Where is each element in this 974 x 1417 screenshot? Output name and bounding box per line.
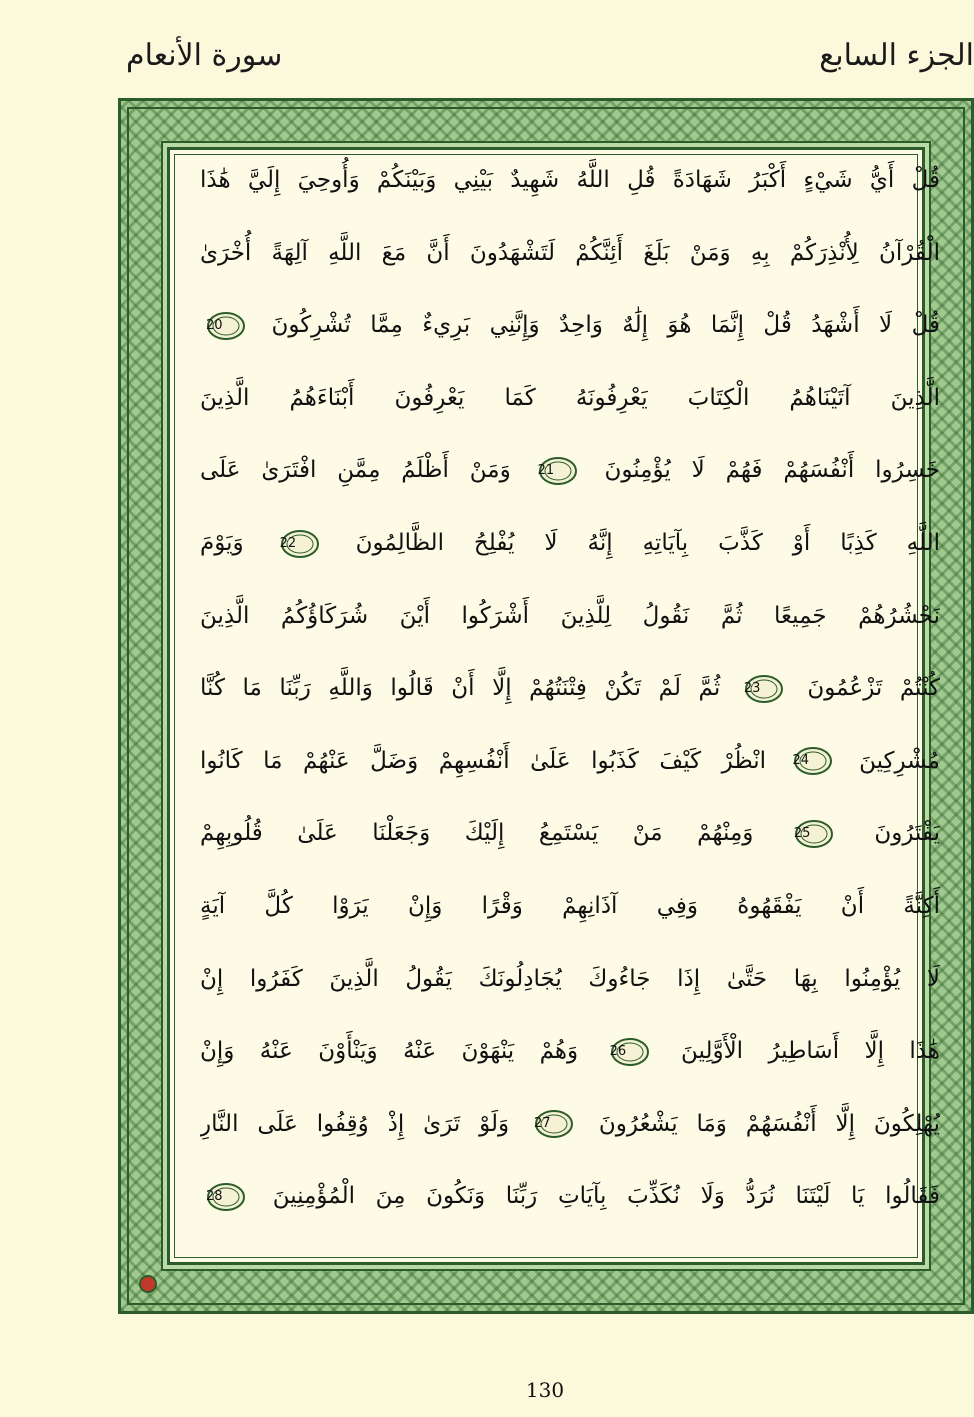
verse-text: قُلْ لَا أَشْهَدُ قُلْ إِنَّمَا هُوَ إِلَٰهٌ وَاحِدٌ وَإِنَّنِي بَرِيءٌ مِمَّا تُشْرِكُونَ (271, 312, 940, 339)
text-line (200, 150, 940, 210)
ayah-number: 23 (743, 680, 761, 696)
ayah-number-marker (280, 529, 320, 559)
ayah-number-marker (206, 1182, 246, 1212)
verse-text: ثُمَّ لَمْ تَكُنْ فِتْنَتُهُمْ إِلَّا أَنْ قَالُوا وَاللَّهِ رَبِّنَا مَا كُنَّا (200, 675, 721, 702)
verse-text: وَهُمْ يَنْهَوْنَ عَنْهُ وَيَنْأَوْنَ عَنْهُ وَإِنْ (200, 1038, 579, 1065)
text-line (200, 803, 940, 863)
text-line (200, 586, 940, 646)
ayah-number-marker (610, 1037, 650, 1067)
verse-text: كُنْتُمْ تَزْعُمُونَ (807, 675, 940, 702)
text-line (200, 1094, 940, 1154)
page-header (110, 38, 974, 94)
ayah-number: 22 (279, 535, 297, 551)
text-line (200, 1021, 940, 1081)
verse-text: لَا يُؤْمِنُوا بِهَا حَتَّىٰ إِذَا جَاءُوكَ يُجَادِلُونَكَ يَقُولُ الَّذِينَ كَفَرُوا إِنْ (200, 965, 940, 992)
ayah-number: 28 (206, 1188, 223, 1204)
verse-text: فَقَالُوا يَا لَيْتَنَا نُرَدُّ وَلَا نُكَذِّبَ بِآيَاتِ رَبِّنَا وَنَكُونَ مِنَ الْمُؤْمِنِينَ (272, 1183, 940, 1210)
ayah-number-marker (206, 311, 246, 341)
ayah-number-marker (534, 1109, 574, 1139)
text-line (200, 440, 940, 500)
verse-text: الْقُرْآنُ لِأُنْذِرَكُمْ بِهِ وَمَنْ بَلَغَ أَئِنَّكُمْ لَتَشْهَدُونَ أَنَّ مَعَ اللَّهِ آلِهَةً أُخْرَىٰ (200, 239, 940, 266)
ayah-number-marker (538, 456, 578, 486)
text-line (200, 295, 940, 355)
text-line (200, 876, 940, 936)
verse-text: يَفْتَرُونَ (874, 820, 940, 847)
verse-text: وَيَوْمَ (200, 530, 244, 556)
ayah-number: 27 (534, 1116, 551, 1132)
verse-text: الَّذِينَ آتَيْنَاهُمُ الْكِتَابَ يَعْرِفُونَهُ كَمَا يَعْرِفُونَ أَبْنَاءَهُمُ الَّذِينَ (200, 384, 940, 411)
verse-text: خَسِرُوا أَنْفُسَهُمْ فَهُمْ لَا يُؤْمِنُونَ (604, 457, 940, 484)
text-line (200, 223, 940, 283)
verse-text: هَٰذَا إِلَّا أَسَاطِيرُ الْأَوَّلِينَ (681, 1038, 940, 1065)
text-line (200, 1166, 940, 1226)
surah-title: سورة الأنعام (126, 38, 283, 73)
verse-text: وَلَوْ تَرَىٰ إِذْ وُقِفُوا عَلَى النَّارِ (200, 1110, 510, 1137)
verse-text: مُشْرِكِينَ (859, 747, 940, 774)
ayah-number-marker (794, 819, 834, 849)
text-line (200, 731, 940, 791)
verse-text: وَمَنْ أَظْلَمُ مِمَّنِ افْتَرَىٰ عَلَى (200, 457, 511, 484)
frame-corner-ornament (139, 1275, 157, 1293)
verse-text: يُهْلِكُونَ إِلَّا أَنْفُسَهُمْ وَمَا يَشْعُرُونَ (598, 1110, 940, 1137)
ayah-number: 21 (537, 462, 555, 478)
text-line (200, 949, 940, 1009)
juz-title: الجزء السابع (819, 38, 974, 73)
ayah-number: 26 (609, 1043, 627, 1059)
page-number: 130 (525, 1378, 565, 1402)
text-line (200, 658, 940, 718)
verse-text: قُلْ أَيُّ شَيْءٍ أَكْبَرُ شَهَادَةً قُلِ اللَّهُ شَهِيدٌ بَيْنِي وَبَيْنَكُمْ وَأُوحِيَ إِلَيَّ هَٰذَا (200, 167, 940, 193)
quran-text (200, 150, 940, 1240)
verse-text: وَمِنْهُمْ مَنْ يَسْتَمِعُ إِلَيْكَ وَجَعَلْنَا عَلَىٰ قُلُوبِهِمْ (200, 820, 754, 847)
verse-text: انْظُرْ كَيْفَ كَذَبُوا عَلَىٰ أَنْفُسِهِمْ وَضَلَّ عَنْهُمْ مَا كَانُوا (200, 747, 766, 774)
verse-text: نَحْشُرُهُمْ جَمِيعًا ثُمَّ نَقُولُ لِلَّذِينَ أَشْرَكُوا أَيْنَ شُرَكَاؤُكُمُ الَّذِينَ (200, 602, 940, 629)
verse-text: أَكِنَّةً أَنْ يَفْقَهُوهُ وَفِي آذَانِهِمْ وَقْرًا وَإِنْ يَرَوْا كُلَّ آيَةٍ (200, 893, 940, 919)
ayah-number-marker (744, 674, 784, 704)
ayah-number: 24 (792, 753, 810, 769)
text-line (200, 513, 940, 573)
ayah-number: 20 (206, 317, 223, 333)
text-line (200, 368, 940, 428)
verse-text: اللَّهِ كَذِبًا أَوْ كَذَّبَ بِآيَاتِهِ إِنَّهُ لَا يُفْلِحُ الظَّالِمُونَ (355, 530, 940, 556)
ayah-number-marker (793, 746, 833, 776)
ayah-number: 25 (793, 825, 811, 841)
